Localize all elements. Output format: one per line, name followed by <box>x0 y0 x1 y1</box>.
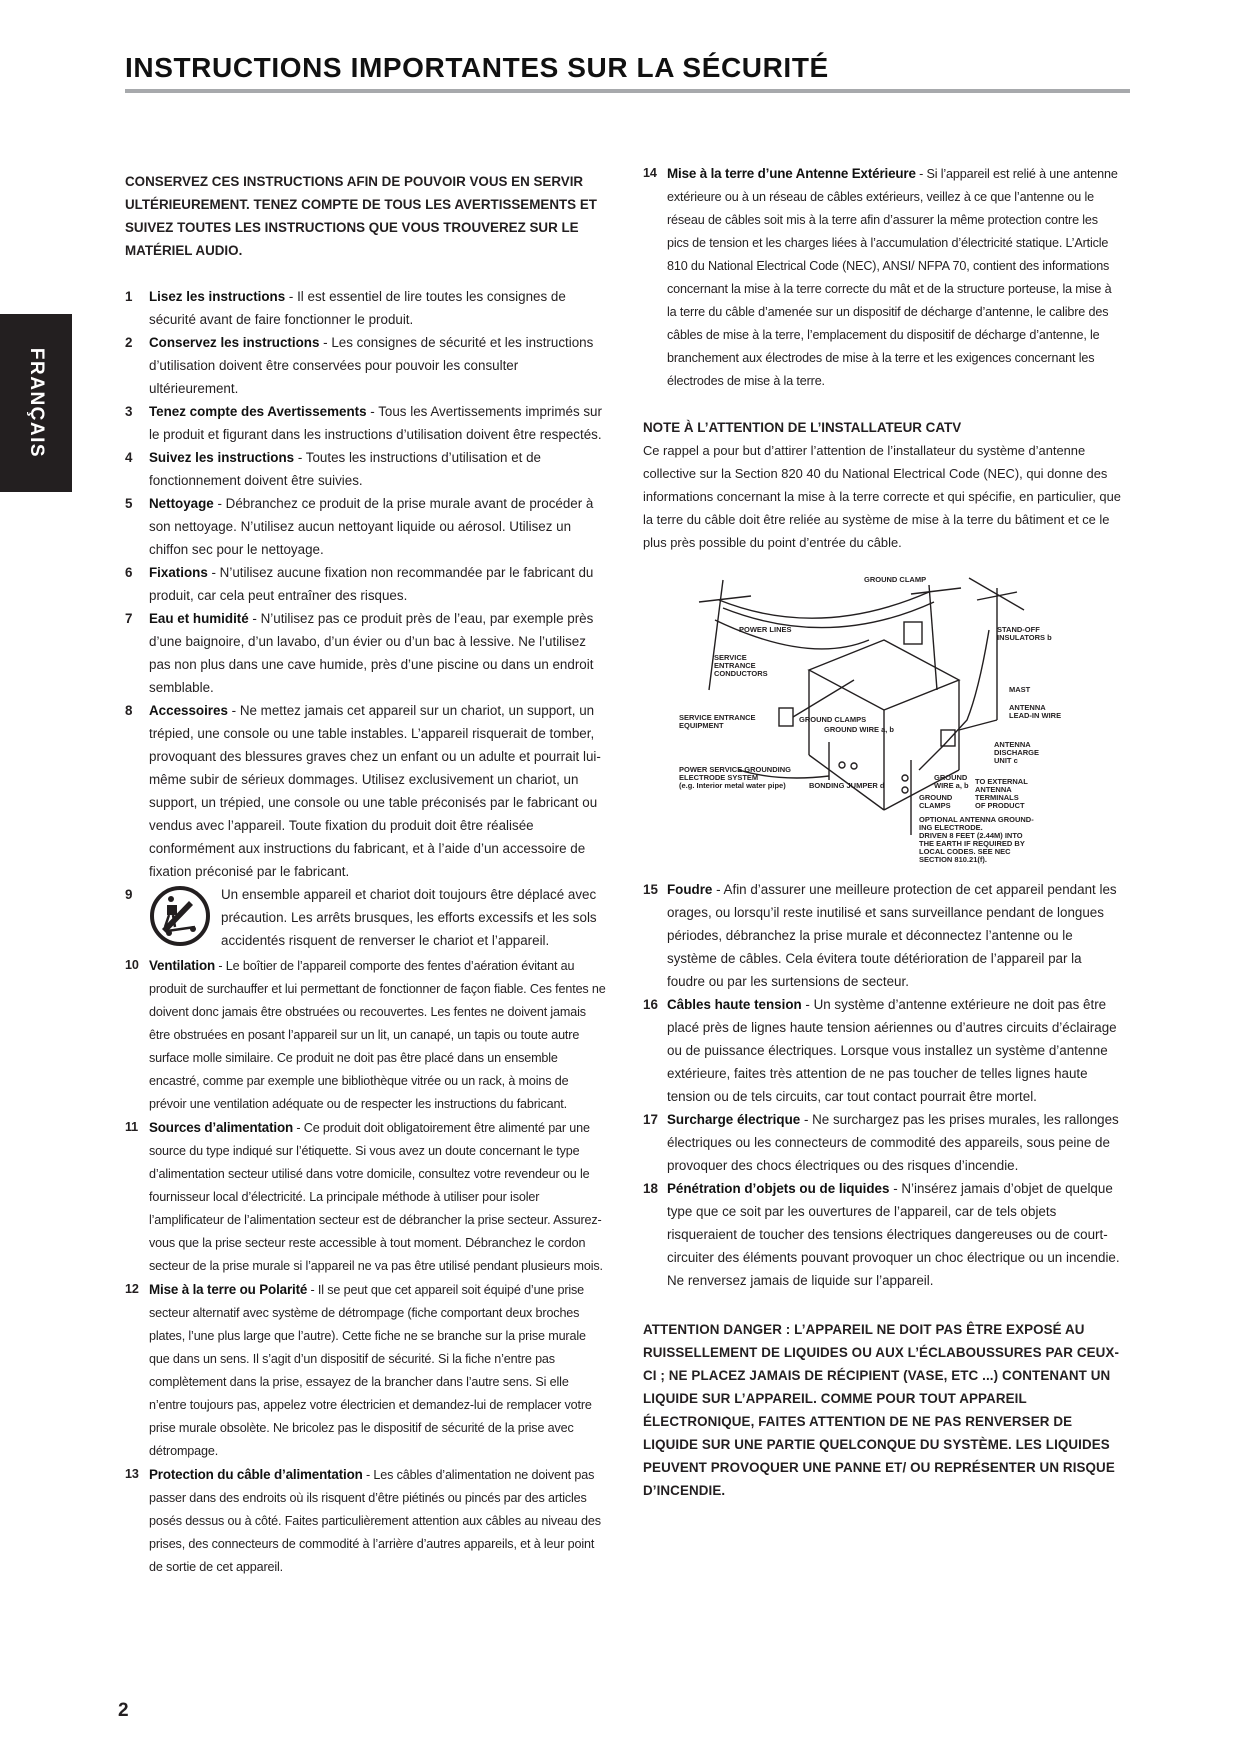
item-number: 12 <box>125 1282 139 1296</box>
label-power-grounding-1: POWER SERVICE GROUNDING <box>679 765 791 774</box>
safety-item-16 <box>643 993 1123 1108</box>
item-label: Accessoires <box>149 703 228 718</box>
safety-item-3 <box>125 400 607 446</box>
item-label: Lisez les instructions <box>149 289 286 304</box>
item-number: 13 <box>125 1467 139 1481</box>
item-text: - Ne surchargez pas les prises murales, les rallonges électriques ou les connecteurs de commodité des appareils, sous peine de provoquer des chocs électriques ou des risques d’incendie. <box>667 1112 1119 1173</box>
item-text: - Ne mettez jamais cet appareil sur un chariot, un support, un trépied, une console ou une table instables. L’appareil risquerait de tomber, provoquant des blessures graves chez un enfant ou un adulte et pourrait lui-même subir de sérieux dommages. Utilisez exclusivement un chariot, un support, un trépied, une console ou une table préconisés par le fabricant ou vendus avec l’appareil. Toute fixation du produit doit être réalisée conformément aux instructions du fabricant, et à l’aide d’un accessoire de fixation préconisé par le fabricant. <box>149 703 601 879</box>
catv-note-body: Ce rappel a pour but d’attirer l’attention de l’installateur du système d’antenne collective sur la Section 820 40 du National Electrical Code (NEC), qui donne des informations concernant la mise à la terre correcte et qui spécifie, en particulier, que la terre du câble doit être reliée au système de mise à la terre du bâtiment et ce le plus près possible du point d’entrée du câble. <box>643 443 1121 550</box>
danger-warning: ATTENTION DANGER : L’APPAREIL NE DOIT PAS ÊTRE EXPOSÉ AU RUISSELLEMENT DE LIQUIDES OU AUX L’ÉCLABOUSSURES PAR CEUX-CI ; NE PLACEZ JAMAIS DE RÉCIPIENT (VASE, ETC ...) CONTENANT UN LIQUIDE SUR L’APPAREIL. COMME POUR TOUT APPAREIL ÉLECTRONIQUE, FAITES ATTENTION DE NE PAS RENVERSER DE LIQUIDE SUR UNE PARTIE QUELCONQUE DU SYSTÈME. LES LIQUIDES PEUVENT PROVOQUER UNE PANNE ET/ OU REPRÉSENTER UN RISQUE D’INCENDIE. <box>643 1322 1120 1498</box>
label-optional-3: DRIVEN 8 FEET (2.44M) INTO <box>919 831 1023 840</box>
title-rule <box>125 89 1130 93</box>
safety-item-6 <box>125 561 607 607</box>
item-label: Suivez les instructions <box>149 450 295 465</box>
item-text: - Le boîtier de l’appareil comporte des fentes d’aération évitant au produit de surchauffer et lui permettant de fonctionner de façon fiable. Ces fentes ne doivent donc jamais être obstruées ou recouvertes. Les fentes ne doivent jamais être obstruées en posant l’appareil sur un lit, un canapé, un tapis ou toute autre surface molle similaire. Ce produit ne doit pas être placé dans un ensemble encastré, comme par exemple une bibliothèque vitrée ou un rack, à moins de prévoir une ventilation adéquate ou de respecter les instructions du fabricant. <box>149 959 606 1111</box>
safety-list-left <box>125 285 607 1579</box>
label-external-3: TERMINALS <box>975 793 1019 802</box>
item-label: Surcharge électrique <box>667 1112 801 1127</box>
label-ground-wire-right-1: GROUND <box>934 773 968 782</box>
safety-item-9 <box>125 883 607 954</box>
safety-list-right-bottom <box>643 878 1123 1292</box>
safety-item-10 <box>125 954 607 1116</box>
item-text: - Un système d’antenne extérieure ne doit pas être placé près de lignes haute tension aériennes ou d’autres circuits d’éclairage ou de puissance électriques. Lorsque vous installez un système d’antenne extérieure, faites très attention de ne pas toucher de telles lignes haute tension ou de tels circuits, car tout contact pourrait être mortel. <box>667 997 1117 1104</box>
item-number: 6 <box>125 565 133 580</box>
item-number: 1 <box>125 289 133 304</box>
item-text: - Toutes les instructions d’utilisation et de fonctionnement doivent être suivies. <box>149 450 541 488</box>
label-ground-wire-right-2: WIRE a, b <box>934 781 969 790</box>
label-service-conductors-1: SERVICE <box>714 653 747 662</box>
item-label: Protection du câble d’alimentation <box>149 1467 363 1482</box>
label-ground-clamp: GROUND CLAMP <box>864 575 927 584</box>
safety-list-right-top <box>643 162 1123 393</box>
page-title: INSTRUCTIONS IMPORTANTES SUR LA SÉCURITÉ <box>125 52 829 83</box>
label-ground-clamps-right-2: CLAMPS <box>919 801 951 810</box>
label-discharge-1: ANTENNA <box>994 740 1031 749</box>
left-column <box>125 170 607 1579</box>
item-text: - N’utilisez pas ce produit près de l’eau, par exemple près d’une baignoire, d’un lavabo, d’un évier ou d’un bac à lessive. Ne l’utilisez pas non plus dans une cave humide, près d’une piscine ou dans un endroit semblable. <box>149 611 594 695</box>
label-optional-6: SECTION 810.21(f). <box>919 855 987 864</box>
label-ground-clamps-right-1: GROUND <box>919 793 953 802</box>
label-discharge-2: DISCHARGE <box>994 748 1040 757</box>
item-number: 5 <box>125 496 133 511</box>
safety-item-15 <box>643 878 1123 993</box>
item-number: 9 <box>125 887 133 902</box>
item-number: 14 <box>643 166 657 180</box>
item-label: Eau et humidité <box>149 611 249 626</box>
item-number: 8 <box>125 703 133 718</box>
item-label: Pénétration d’objets ou de liquides <box>667 1181 890 1196</box>
label-ground-clamps-mid: GROUND CLAMPS <box>799 715 867 724</box>
item-text: - Tous les Avertissements imprimés sur le produit et figurant dans les instructions d’utilisation doivent être respectés. <box>149 404 602 442</box>
safety-item-12 <box>125 1278 607 1463</box>
item-text: Un ensemble appareil et chariot doit toujours être déplacé avec précaution. Les arrêts brusques, les efforts excessifs et les sols accidentés risquent de renverser le chariot et l’appareil. <box>221 887 597 948</box>
label-power-grounding-3: (e.g. Interior metal water pipe) <box>679 781 786 790</box>
language-tab <box>0 314 72 492</box>
item-label: Fixations <box>149 565 208 580</box>
item-number: 11 <box>125 1120 139 1134</box>
item-text: - N’utilisez aucune fixation non recommandée par le fabricant du produit, car cela peut entraîner des risques. <box>149 565 594 603</box>
label-optional-4: THE EARTH IF REQUIRED BY <box>919 839 1025 848</box>
item-label: Mise à la terre ou Polarité <box>149 1282 308 1297</box>
item-number: 16 <box>643 997 658 1012</box>
item-label: Conservez les instructions <box>149 335 320 350</box>
item-text: - Il se peut que cet appareil soit équipé d’une prise secteur alternatif avec système de détrompage (fiche comportant deux broches plates, l’une plus large que l’autre). Cette fiche ne se branche sur la prise murale que dans un sens. Il s’agit d’un dispositif de sécurité. Si la fiche n’entre pas complètement dans la prise, essayez de la brancher dans l’autre sens. Si elle n’entre toujours pas, appelez votre électricien et demandez-lui de remplacer votre prise murale obsolète. Ne bricolez pas le dispositif de sécurité de la prise avec détrompage. <box>149 1283 592 1458</box>
item-label: Mise à la terre d’une Antenne Extérieure <box>667 166 916 181</box>
item-text: - Afin d’assurer une meilleure protection de cet appareil pendant les orages, ou lorsqu’il reste inutilisé et sans surveillance pendant de longues périodes, débranchez la prise murale et déconnectez l’antenne ou le système de câbles. Cela évitera toute détérioration de l’appareil par la foudre ou par les surtensions de secteur. <box>667 882 1117 989</box>
intro-text: CONSERVEZ CES INSTRUCTIONS AFIN DE POUVOIR VOUS EN SERVIR ULTÉRIEUREMENT. TENEZ COMPTE DE TOUS LES AVERTISSEMENTS ET SUIVEZ TOUTES LES INSTRUCTIONS QUE VOUS TROUVEREZ SUR LE MATÉRIEL AUDIO. <box>125 174 597 258</box>
safety-item-14 <box>643 162 1123 393</box>
label-service-equipment-1: SERVICE ENTRANCE <box>679 713 756 722</box>
label-optional-5: LOCAL CODES. SEE NEC <box>919 847 1011 856</box>
safety-item-1 <box>125 285 607 331</box>
item-label: Sources d’alimentation <box>149 1120 294 1135</box>
label-service-conductors-2: ENTRANCE <box>714 661 756 670</box>
label-service-conductors-3: CONDUCTORS <box>714 669 768 678</box>
safety-item-17 <box>643 1108 1123 1177</box>
label-external-2: ANTENNA <box>975 785 1012 794</box>
item-number: 15 <box>643 882 658 897</box>
page-number: 2 <box>118 1700 129 1721</box>
safety-item-8 <box>125 699 607 883</box>
item-number: 3 <box>125 404 133 419</box>
label-external-4: OF PRODUCT <box>975 801 1025 810</box>
item-text: - Si l’appareil est relié à une antenne extérieure ou à un réseau de câbles extérieurs, veillez à ce que l’antenne ou le réseau de câbles soit mis à la terre afin d’assurer la même protection contre les pics de tension et les charges liées à l’accumulation d’électricité statique. L’Article 810 du National Electrical Code (NEC), ANSI/ NFPA 70, contient des informations concernant la mise à la terre correcte du mât et de la structure porteuse, la mise à la terre du câble d’amenée sur un dispositif de décharge d’antenne, le calibre des câbles de mise à la terre, l’emplacement du dispositif de décharge d’antenne, le branchement aux électrodes de mise à la terre et les exigences concernant les électrodes de mise à la terre. <box>667 167 1118 388</box>
item-text: - Les consignes de sécurité et les instructions d’utilisation doivent être conservées pour pouvoir les consulter ultérieurement. <box>149 335 594 396</box>
item-text: - Les câbles d’alimentation ne doivent pas passer dans des endroits où ils risquent d’être piétinés ou pincés par des articles posés dessus ou à côté. Faites particulièrement attention aux câbles au niveau des prises, des connecteurs de commodité à l’arrière d’autres appareils, et à leur point de sortie de cet appareil. <box>149 1468 601 1574</box>
right-column <box>643 162 1123 1502</box>
item-label: Nettoyage <box>149 496 214 511</box>
item-text: - Ce produit doit obligatoirement être alimenté par une source du type indiqué sur l’étiquette. Si vous avez un doute concernant le type d’alimentation secteur utilisé dans votre domicile, consultez votre revendeur ou le fournisseur local d’électricité. La principale méthode à utiliser pour isoler l’amplificateur de l’alimentation secteur est de débrancher la prise secteur. Assurez-vous que la prise secteur reste accessible à tout moment. Débranchez le cordon secteur de la prise murale si l’appareil ne va pas être utilisé pendant plusieurs mois. <box>149 1121 603 1273</box>
item-label: Foudre <box>667 882 713 897</box>
item-label: Tenez compte des Avertissements <box>149 404 367 419</box>
label-stand-off-1: STAND-OFF <box>997 625 1040 634</box>
item-label: Ventilation <box>149 958 216 973</box>
safety-item-11 <box>125 1116 607 1278</box>
catv-note-heading: NOTE À L’ATTENTION DE L’INSTALLATEUR CATV <box>643 420 962 435</box>
label-power-lines: POWER LINES <box>739 625 792 634</box>
safety-item-7 <box>125 607 607 699</box>
label-ground-wire-mid: GROUND WIRE a, b <box>824 725 895 734</box>
label-optional-1: OPTIONAL ANTENNA GROUND- <box>919 815 1034 824</box>
item-text: - Il est essentiel de lire toutes les consignes de sécurité avant de faire fonctionner le produit. <box>149 289 566 327</box>
item-text: - N’insérez jamais d’objet de quelque type que ce soit par les ouvertures de l’appareil, car de tels objets risqueraient de toucher des tensions électriques dangereuses ou de court-circuiter des éléments pouvant provoquer un choc électrique ou un incendie. Ne renversez jamais de liquide sur l’appareil. <box>667 1181 1120 1288</box>
label-power-grounding-2: ELECTRODE SYSTEM <box>679 773 759 782</box>
label-external-1: TO EXTERNAL <box>975 777 1028 786</box>
label-bonding-jumper: BONDING JUMPER d <box>809 781 885 790</box>
safety-item-18 <box>643 1177 1123 1292</box>
item-number: 10 <box>125 958 139 972</box>
antenna-grounding-diagram <box>679 570 1099 870</box>
label-optional-2: ING ELECTRODE. <box>919 823 983 832</box>
item-label: Câbles haute tension <box>667 997 802 1012</box>
item-number: 2 <box>125 335 133 350</box>
item-number: 18 <box>643 1181 658 1196</box>
label-mast: MAST <box>1009 685 1031 694</box>
cart-tipover-warning-icon <box>149 885 211 947</box>
safety-item-2 <box>125 331 607 400</box>
safety-item-5 <box>125 492 607 561</box>
label-service-equipment-2: EQUIPMENT <box>679 721 724 730</box>
item-number: 4 <box>125 450 133 465</box>
label-discharge-3: UNIT c <box>994 756 1018 765</box>
item-number: 7 <box>125 611 133 626</box>
safety-item-13 <box>125 1463 607 1579</box>
label-antenna-lead-1: ANTENNA <box>1009 703 1046 712</box>
label-stand-off-2: INSULATORS b <box>997 633 1052 642</box>
item-text: - Débranchez ce produit de la prise murale avant de procéder à son nettoyage. N’utilisez aucun nettoyant liquide ou aérosol. Utilisez un chiffon sec pour le nettoyage. <box>149 496 594 557</box>
safety-item-4 <box>125 446 607 492</box>
language-tab-label: FRANÇAIS <box>26 347 47 459</box>
label-antenna-lead-2: LEAD-IN WIRE <box>1009 711 1062 720</box>
item-number: 17 <box>643 1112 658 1127</box>
